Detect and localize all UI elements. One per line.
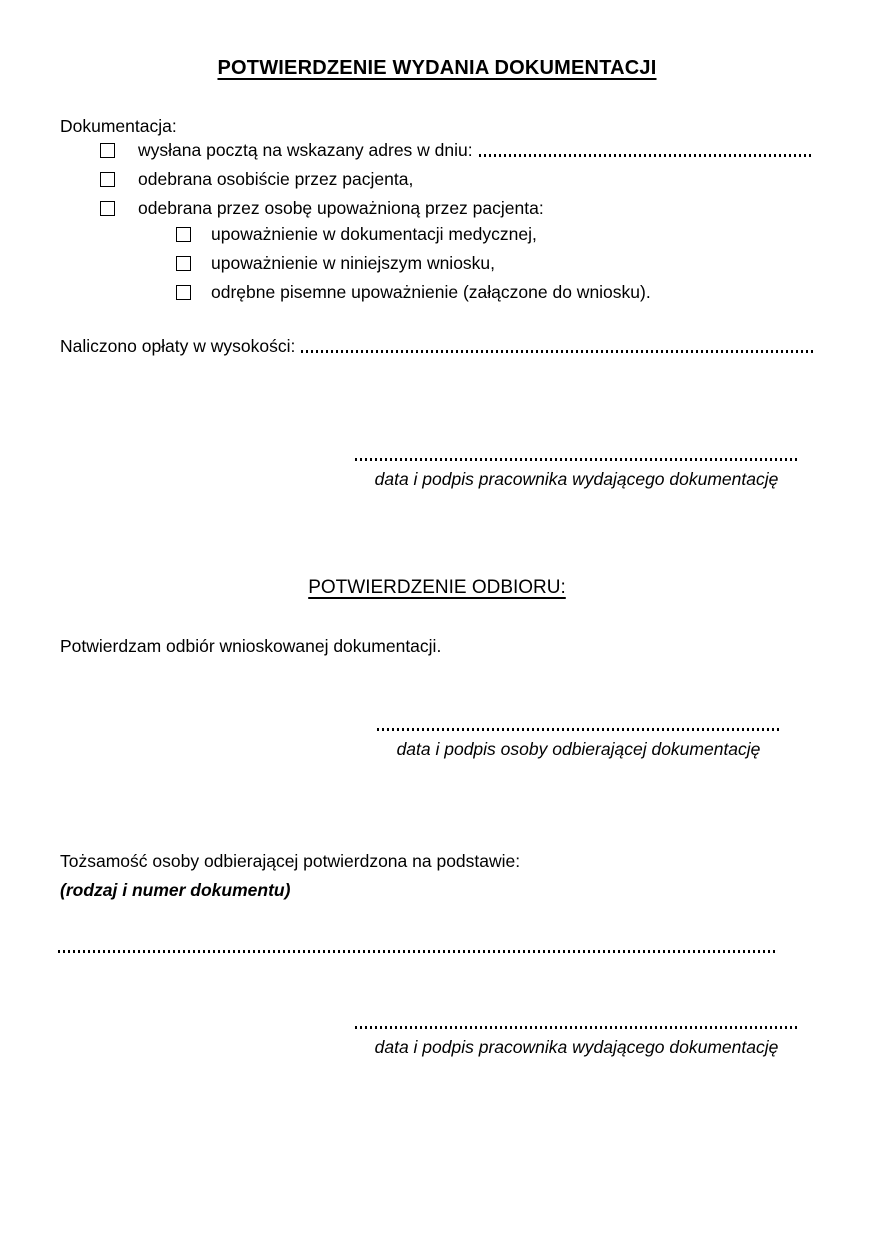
- checkbox-option: [100, 197, 544, 219]
- issuer-signature-block: [355, 458, 798, 490]
- identity-document-note: (rodzaj i numer dokumentu): [60, 880, 291, 900]
- signature-caption: data i podpis pracownika wydającego dokumentację: [374, 1036, 779, 1057]
- checkbox-option-label: odrębne pisemne upoważnienie (załączone do wniosku).: [211, 282, 651, 302]
- dotted-fill: [479, 154, 813, 157]
- checkbox-option-label: odebrana osobiście przez pacjenta,: [138, 169, 414, 189]
- empty-checkbox: [100, 172, 115, 187]
- checkbox-option: [176, 252, 495, 274]
- fees-line: [60, 335, 813, 357]
- receipt-heading-text: POTWIERDZENIE ODBIORU:: [308, 577, 566, 598]
- final-signature-block: [355, 1026, 798, 1058]
- signature-dotted-line: [377, 728, 780, 731]
- checkbox-option: [176, 223, 537, 245]
- fees-dotted-fill: [301, 350, 813, 353]
- checkbox-option: [100, 139, 813, 161]
- identity-verification-text: Tożsamość osoby odbierającej potwierdzona na podstawie:: [60, 851, 521, 871]
- checkbox-option-label: wysłana pocztą na wskazany adres w dniu:: [138, 140, 473, 160]
- empty-checkbox: [176, 285, 191, 300]
- receipt-heading: [0, 577, 874, 599]
- checkbox-option: [100, 168, 413, 190]
- documentation-label: Dokumentacja:: [60, 116, 177, 136]
- signature-dotted-line: [355, 458, 798, 461]
- identity-dotted-line: [58, 950, 777, 953]
- signature-caption: data i podpis osoby odbierającej dokumentację: [396, 738, 761, 759]
- signature-dotted-line: [355, 1026, 798, 1029]
- document-title: [0, 57, 874, 80]
- checkbox-option-label: upoważnienie w niniejszym wniosku,: [211, 253, 496, 273]
- signature-caption: data i podpis pracownika wydającego dokumentację: [374, 468, 779, 489]
- fees-label: Naliczono opłaty w wysokości:: [60, 336, 296, 356]
- empty-checkbox: [176, 256, 191, 271]
- receiver-signature-block: [377, 728, 780, 760]
- empty-checkbox: [100, 143, 115, 158]
- document-title-text: POTWIERDZENIE WYDANIA DOKUMENTACJI: [217, 57, 657, 79]
- checkbox-option-label: odebrana przez osobę upoważnioną przez pacjenta:: [138, 198, 544, 218]
- checkbox-option: [176, 281, 651, 303]
- receipt-confirmation-text: Potwierdzam odbiór wnioskowanej dokumentacji.: [60, 636, 442, 656]
- checkbox-option-label: upoważnienie w dokumentacji medycznej,: [211, 224, 537, 244]
- empty-checkbox: [100, 201, 115, 216]
- empty-checkbox: [176, 227, 191, 242]
